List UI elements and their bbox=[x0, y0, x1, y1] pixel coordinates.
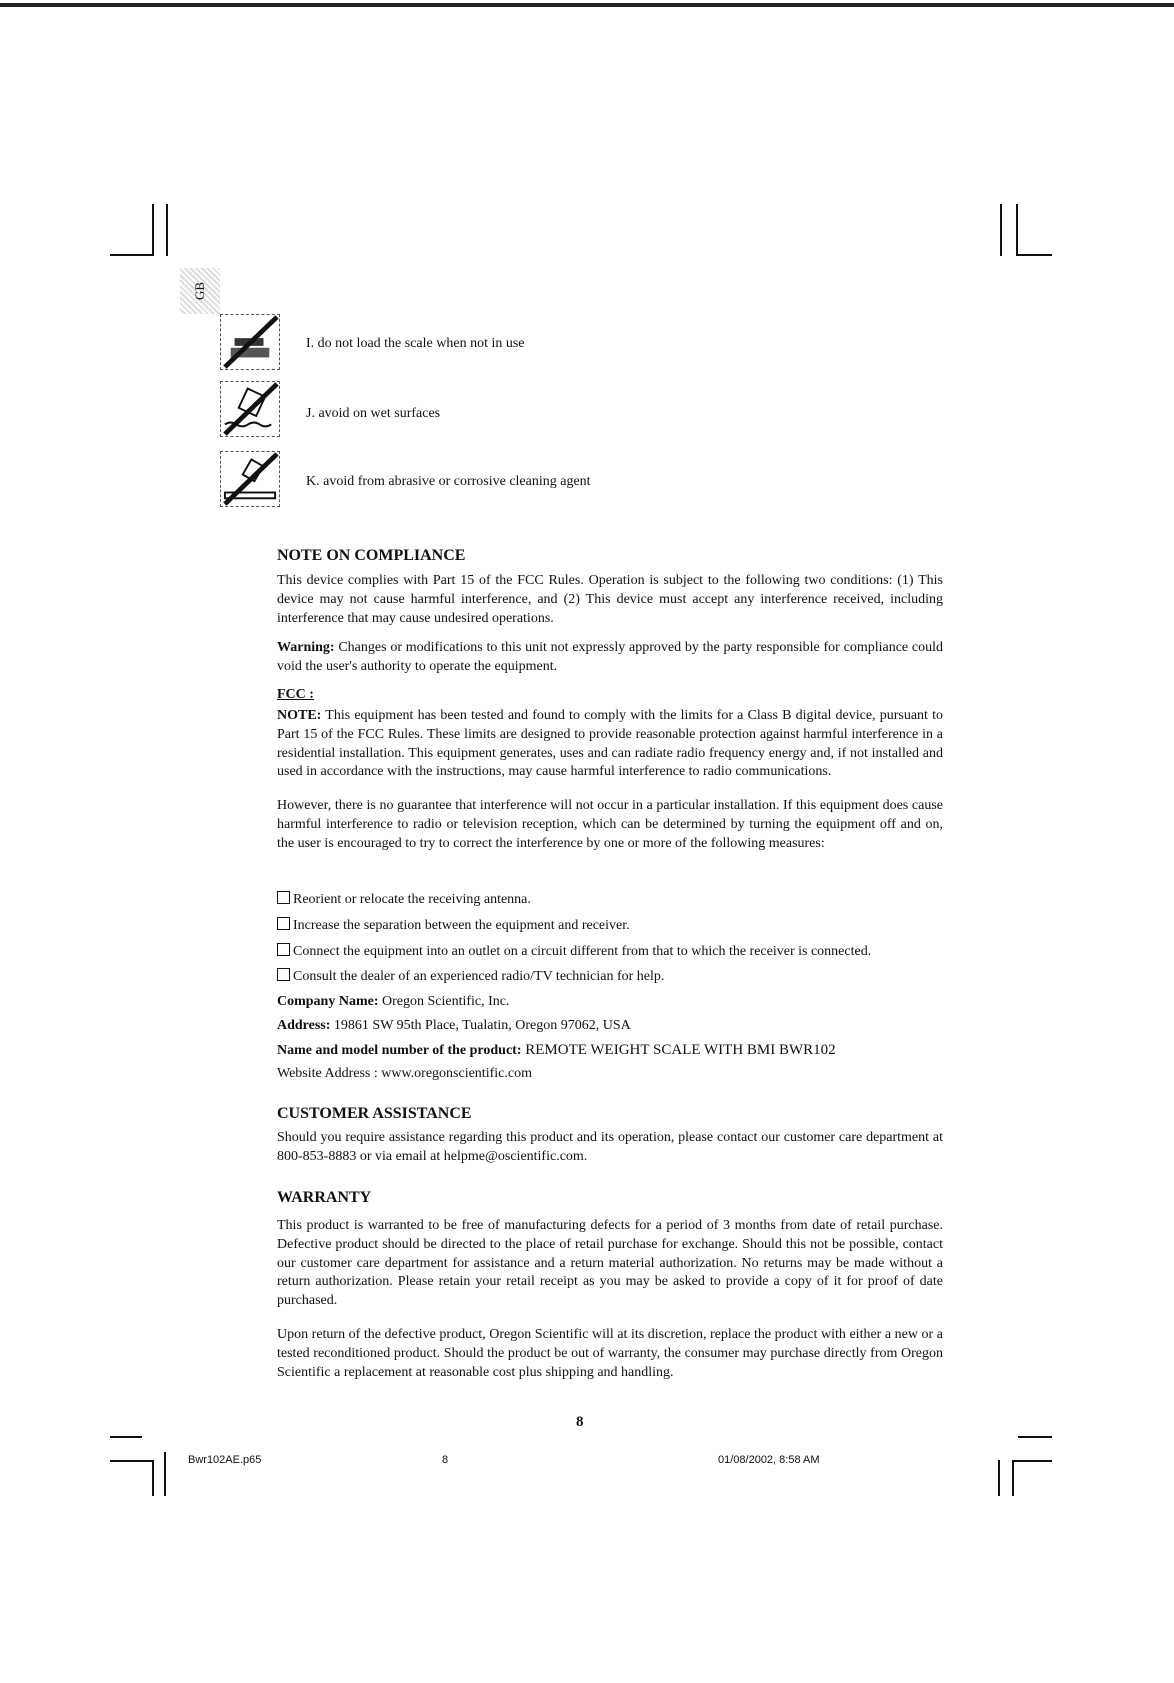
crop-mark bbox=[110, 1460, 154, 1462]
care-item: J. avoid on wet surfaces bbox=[306, 406, 441, 421]
footer-filename: Bwr102AE.p65 bbox=[188, 1454, 262, 1466]
care-item: I. do not load the scale when not in use bbox=[306, 336, 525, 351]
no-cleaning-agent-icon bbox=[220, 451, 280, 507]
checkbox-icon bbox=[277, 968, 290, 981]
measure-item bbox=[277, 917, 943, 936]
company-label: Company Name: bbox=[277, 994, 379, 1009]
language-tab: GB bbox=[180, 268, 220, 314]
crop-mark bbox=[1016, 254, 1052, 256]
company-value: Oregon Scientific, Inc. bbox=[378, 994, 510, 1009]
crop-mark bbox=[1012, 1460, 1014, 1496]
crop-mark bbox=[152, 1460, 154, 1496]
top-border bbox=[0, 3, 1174, 7]
measure-item bbox=[277, 943, 943, 962]
crop-mark bbox=[110, 1436, 142, 1438]
warning-label: Warning: bbox=[277, 640, 335, 655]
crop-mark bbox=[152, 204, 154, 256]
note-paragraph bbox=[277, 707, 943, 782]
measure-text: Connect the equipment into an outlet on a circuit different from that to which the receiver is connected. bbox=[293, 944, 872, 959]
paragraph: This device complies with Part 15 of the FCC Rules. Operation is subject to the following two conditions: (1) This device may not cause harmful interference, and (2) This device must accept any interference received, including interference that may cause undesired operations. bbox=[277, 573, 943, 626]
crop-mark bbox=[1012, 1460, 1052, 1462]
measure-text: Increase the separation between the equipment and receiver. bbox=[293, 918, 630, 933]
checkbox-icon bbox=[277, 891, 290, 904]
section-heading: CUSTOMER ASSISTANCE bbox=[277, 1105, 472, 1122]
address-label: Address: bbox=[277, 1018, 331, 1033]
note-text: This equipment has been tested and found to comply with the limits for a Class B digital device, pursuant to Part 15 of the FCC Rules. These limits are designed to provide reasonable protection against harmful interference in a residential installation. This equipment generates, uses and can radiate radio frequency energy and, if not installed and used in accordance with the instructions, may cause harmful interference to radio communications. bbox=[277, 708, 943, 780]
fcc-heading bbox=[277, 686, 943, 705]
footer-timestamp: 01/08/2002, 8:58 AM bbox=[718, 1454, 820, 1466]
care-item: K. avoid from abrasive or corrosive cleaning agent bbox=[306, 474, 591, 489]
crop-mark bbox=[1016, 204, 1018, 254]
section-heading: NOTE ON COMPLIANCE bbox=[277, 547, 466, 564]
measure-text: Consult the dealer of an experienced radio/TV technician for help. bbox=[293, 969, 665, 984]
section-heading: WARRANTY bbox=[277, 1189, 372, 1206]
company-line bbox=[277, 993, 943, 1012]
website-line: Website Address : www.oregonscientific.com bbox=[277, 1066, 532, 1081]
crop-mark bbox=[110, 254, 154, 256]
warning-paragraph bbox=[277, 639, 943, 677]
fcc-heading-text: FCC : bbox=[277, 687, 314, 702]
crop-mark bbox=[1018, 1436, 1052, 1438]
paragraph: This product is warranted to be free of manufacturing defects for a period of 3 months from date of retail purchase. Defective product should be directed to the place of retail purchase for exchange. Should this not be possible, contact our customer care department for assistance and a return material authorization. No returns may be made without a return authorization. Please retain your retail receipt as you may be asked to provide a copy of it for proof of date purchased. bbox=[277, 1218, 943, 1309]
crop-mark bbox=[166, 204, 168, 256]
product-line bbox=[277, 1041, 943, 1061]
warning-text: Changes or modifications to this unit not expressly approved by the party responsible for compliance could void the user's authority to operate the equipment. bbox=[277, 640, 943, 674]
checkbox-icon bbox=[277, 943, 290, 956]
paragraph: Upon return of the defective product, Oregon Scientific will at its discretion, replace the product with either a new or a tested reconditioned product. Should the product be out of warranty, the consumer may purchase directly from Oregon Scientific a replacement at reasonable cost plus shipping and handling. bbox=[277, 1327, 943, 1380]
measure-item bbox=[277, 891, 943, 910]
no-wet-surface-icon bbox=[220, 381, 280, 437]
measure-text: Reorient or relocate the receiving antenna. bbox=[293, 892, 531, 907]
footer-page: 8 bbox=[442, 1454, 449, 1466]
paragraph: However, there is no guarantee that interference will not occur in a particular installation. If this equipment does cause harmful interference to radio or television reception, which can be determined by turning the equipment off and on, the user is encouraged to try to correct the interference by one or more of the following measures: bbox=[277, 798, 943, 851]
crop-mark bbox=[998, 1460, 1000, 1496]
crop-mark bbox=[1000, 204, 1002, 256]
note-label: NOTE: bbox=[277, 708, 322, 723]
crop-mark bbox=[164, 1452, 166, 1496]
paragraph: Should you require assistance regarding this product and its operation, please contact our customer care department at 800-853-8883 or via email at helpme@oscientific.com. bbox=[277, 1130, 943, 1164]
product-value: REMOTE WEIGHT SCALE WITH BMI BWR102 bbox=[521, 1042, 836, 1058]
measure-item bbox=[277, 968, 943, 987]
no-load-scale-icon bbox=[220, 314, 280, 370]
address-value: 19861 SW 95th Place, Tualatin, Oregon 97062, USA bbox=[330, 1018, 631, 1033]
page-number: 8 bbox=[576, 1414, 584, 1430]
checkbox-icon bbox=[277, 917, 290, 930]
product-label: Name and model number of the product: bbox=[277, 1043, 522, 1058]
address-line bbox=[277, 1017, 943, 1036]
